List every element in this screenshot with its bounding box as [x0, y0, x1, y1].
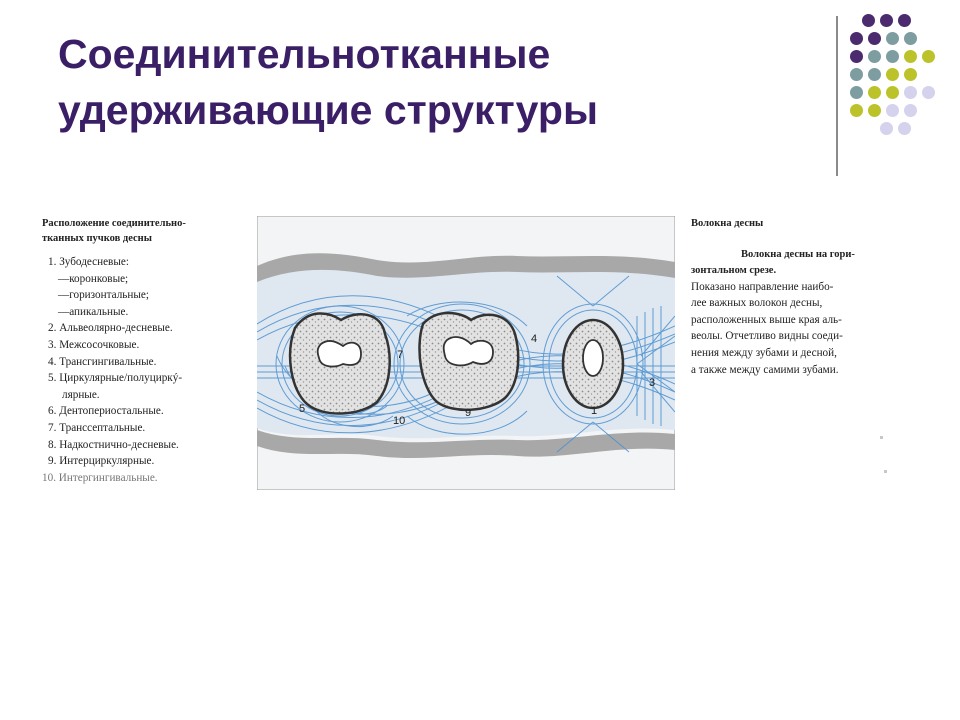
right-caption-sub-1: Волокна десны на гори-: [741, 248, 855, 260]
left-heading-line-2: тканных пучков десны: [42, 233, 152, 244]
right-caption-line: веолы. Отчетливо видны соеди-: [691, 330, 843, 343]
decorative-dot: [880, 14, 893, 27]
right-caption-sub-2: зонтальном срезе.: [691, 264, 777, 276]
label-3: 3: [649, 377, 656, 389]
title-line-2: удерживающие структуры: [58, 87, 598, 133]
label-4: 4: [531, 333, 538, 345]
list-item: 4. Трансгингивальные.: [48, 355, 157, 368]
tooth-3: [563, 320, 623, 408]
tooth-2: [419, 313, 518, 410]
decorative-dot: [922, 86, 935, 99]
decorative-dot: [904, 86, 917, 99]
decorative-dot: [850, 32, 863, 45]
label-5: 5: [299, 403, 306, 415]
list-item: 10. Интергингивальные.: [42, 471, 158, 484]
label-1: 1: [591, 405, 598, 417]
decorative-dot: [868, 104, 881, 117]
figure-svg: [257, 216, 675, 490]
decorative-dot: [904, 68, 917, 81]
label-10: 10: [393, 415, 406, 427]
decorative-dot: [868, 68, 881, 81]
right-caption-line: нения между зубами и десной,: [691, 346, 837, 359]
decorative-dot: [898, 14, 911, 27]
divider-line: [836, 16, 838, 176]
list-item: —горизонтальные;: [58, 289, 149, 302]
right-caption: [691, 216, 896, 378]
decorative-dot: [904, 32, 917, 45]
decorative-dot: [862, 14, 875, 27]
gingival-fibers-figure: [257, 216, 675, 490]
decorative-dot: [868, 50, 881, 63]
decorative-dot: [898, 122, 911, 135]
decorative-dot: [904, 104, 917, 117]
list-item: лярные.: [62, 388, 100, 401]
label-7: 7: [397, 349, 404, 361]
decorative-dot: [886, 68, 899, 81]
tooth-1: [290, 313, 390, 413]
list-item: 2. Альвеолярно-десневые.: [48, 322, 173, 335]
decorative-dot: [922, 50, 935, 63]
decorative-dot-grid: [850, 14, 940, 154]
scan-speck: [884, 470, 887, 473]
decorative-dot: [868, 32, 881, 45]
decorative-dot: [850, 104, 863, 117]
list-item: 8. Надкостнично-десневые.: [48, 438, 179, 451]
right-caption-line: расположенных выше края аль-: [691, 313, 842, 326]
label-9: 9: [465, 407, 472, 419]
right-caption-line: лее важных волокон десны,: [691, 297, 823, 310]
list-item: 5. Циркулярные/полуциркý-: [48, 372, 183, 385]
left-caption-heading: [42, 216, 242, 246]
decorative-dot: [850, 86, 863, 99]
decorative-dot: [904, 50, 917, 63]
list-item: 6. Дентопериостальные.: [48, 405, 164, 418]
scan-speck: [880, 436, 883, 439]
decorative-dot: [850, 50, 863, 63]
list-item: 1. Зубодесневые:: [48, 256, 129, 268]
decorative-dot: [886, 50, 899, 63]
decorative-dot: [850, 68, 863, 81]
list-item: —апикальные.: [58, 305, 129, 318]
left-caption: [42, 216, 242, 486]
decorative-dot: [880, 122, 893, 135]
left-heading-line-1: Расположение соединительно-: [42, 218, 186, 229]
list-item: 9. Интерциркулярные.: [48, 455, 155, 468]
list-item: 3. Межсосочковые.: [48, 338, 140, 351]
decorative-dot: [886, 86, 899, 99]
slide-title: [58, 26, 818, 138]
right-caption-line: Показано направление наибо-: [691, 280, 834, 293]
list-item: 7. Транссептальные.: [48, 421, 146, 434]
decorative-dot: [868, 86, 881, 99]
right-caption-line: а также между самими зубами.: [691, 363, 839, 376]
list-item: —коронковые;: [58, 272, 129, 285]
right-caption-heading: Волокна десны: [691, 218, 764, 229]
decorative-dot: [886, 32, 899, 45]
title-line-1: Соединительнотканные: [58, 31, 551, 77]
decorative-dot: [886, 104, 899, 117]
